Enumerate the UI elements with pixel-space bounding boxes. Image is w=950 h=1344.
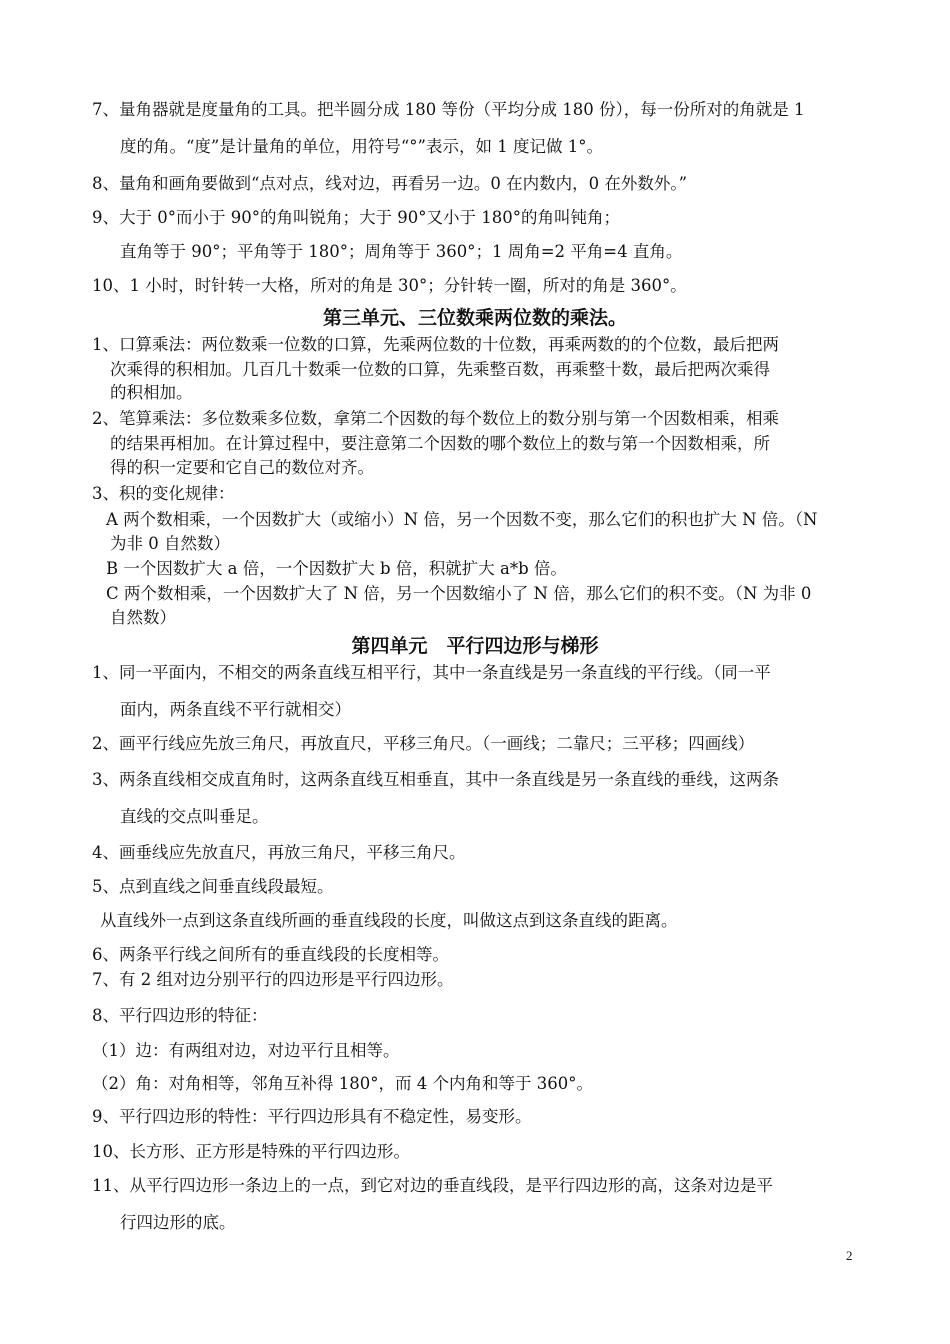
unit4-item-4: 4、画垂线应先放直尺，再放三角尺，平移三角尺。 xyxy=(92,843,466,862)
unit4-item-5: 5、点到直线之间垂直线段最短。 xyxy=(92,877,334,896)
unit4-item-8-sub2: （2）角：对角相等，邻角互补得 180°，而 4 个内角和等于 360°。 xyxy=(92,1074,593,1093)
unit4-item-1-line2: 面内，两条直线不平行就相交） xyxy=(120,700,351,719)
page-number: 2 xyxy=(846,1248,853,1263)
unit4-item-3-line1: 3、两条直线相交成直角时，这两条直线互相垂直，其中一条直线是另一条直线的垂线，这两条 xyxy=(92,770,779,789)
unit2-item-7-line2: 度的角。“度”是计量角的单位，用符号“°”表示，如 1 度记做 1°。 xyxy=(120,137,603,156)
unit2-item-8: 8、量角和画角要做到“点对点，线对边，再看另一边。0 在内数内，0 在外数外。” xyxy=(92,174,688,193)
unit3-item-1-line2: 次乘得的积相加。几百几十数乘一位数的口算，先乘整百数，再乘整十数，最后把两次乘得 xyxy=(110,360,770,379)
unit3-rule-c-line1: C 两个数相乘，一个因数扩大了 N 倍，另一个因数缩小了 N 倍，那么它们的积不变。（N 为非 0 xyxy=(106,584,812,603)
unit4-item-11-line1: 11、从平行四边形一条边上的一点，到它对边的垂直线段，是平行四边形的高，这条对边是平 xyxy=(92,1176,773,1195)
unit4-item-9: 9、平行四边形的特性：平行四边形具有不稳定性，易变形。 xyxy=(92,1107,532,1126)
unit3-rule-c-line2: 自然数） xyxy=(110,608,176,627)
unit4-heading: 第四单元 平行四边形与梯形 xyxy=(351,635,599,657)
unit3-item-2-line1: 2、笔算乘法：多位数乘多位数，拿第二个因数的每个数位上的数分别与第一个因数相乘，相乘 xyxy=(92,409,779,428)
unit3-rule-a-line2: 为非 0 自然数） xyxy=(110,534,230,553)
unit4-item-8: 8、平行四边形的特征： xyxy=(92,1006,268,1025)
unit4-item-2: 2、画平行线应先放三角尺，再放直尺，平移三角尺。（一画线；二靠尺；三平移；四画线） xyxy=(92,734,755,753)
unit3-item-1-line3: 的积相加。 xyxy=(110,383,193,402)
unit3-rule-a-line1: A 两个数相乘，一个因数扩大（或缩小）N 倍，另一个因数不变，那么它们的积也扩大 N 倍。（N xyxy=(106,510,818,529)
unit4-item-10: 10、长方形、正方形是特殊的平行四边形。 xyxy=(92,1142,410,1161)
unit4-item-5-note: 从直线外一点到这条直线所画的垂直线段的长度，叫做这点到这条直线的距离。 xyxy=(100,911,678,930)
unit2-item-9-line1: 9、大于 0°而小于 90°的角叫锐角；大于 90°又小于 180°的角叫钝角； xyxy=(92,208,620,227)
unit3-rule-b: B 一个因数扩大 a 倍，一个因数扩大 b 倍，积就扩大 a*b 倍。 xyxy=(106,559,567,578)
unit3-item-1-line1: 1、口算乘法：两位数乘一位数的口算，先乘两位数的十位数，再乘两数的的个位数，最后把两 xyxy=(92,335,779,354)
unit4-item-6: 6、两条平行线之间所有的垂直线段的长度相等。 xyxy=(92,945,449,964)
unit4-item-1-line1: 1、同一平面内，不相交的两条直线互相平行，其中一条直线是另一条直线的平行线。（同一平 xyxy=(92,663,771,682)
unit4-item-3-line2: 直线的交点叫垂足。 xyxy=(120,807,269,826)
unit2-item-10: 10、1 小时，时针转一大格，所对的角是 30°；分针转一圈，所对的角是 360°。 xyxy=(92,276,687,295)
unit4-item-7: 7、有 2 组对边分别平行的四边形是平行四边形。 xyxy=(92,970,454,989)
unit4-item-11-line2: 行四边形的底。 xyxy=(120,1213,236,1232)
unit3-item-3: 3、积的变化规律： xyxy=(92,484,235,503)
unit3-heading: 第三单元、三位数乘两位数的乘法。 xyxy=(322,307,627,329)
unit4-item-8-sub1: （1）边：有两组对边，对边平行且相等。 xyxy=(92,1041,400,1060)
unit2-item-9-line2: 直角等于 90°；平角等于 180°；周角等于 360°；1 周角=2 平角=4 直角。 xyxy=(120,242,683,261)
unit2-item-7-line1: 7、量角器就是度量角的工具。把半圆分成 180 等份（平均分成 180 份），每一份所对的角就是 1 xyxy=(92,100,805,119)
unit3-item-2-line2: 的结果再相加。在计算过程中，要注意第二个因数的哪个数位上的数与第一个因数相乘，所 xyxy=(110,434,770,453)
unit3-item-2-line3: 得的积一定要和它自己的数位对齐。 xyxy=(110,458,374,477)
